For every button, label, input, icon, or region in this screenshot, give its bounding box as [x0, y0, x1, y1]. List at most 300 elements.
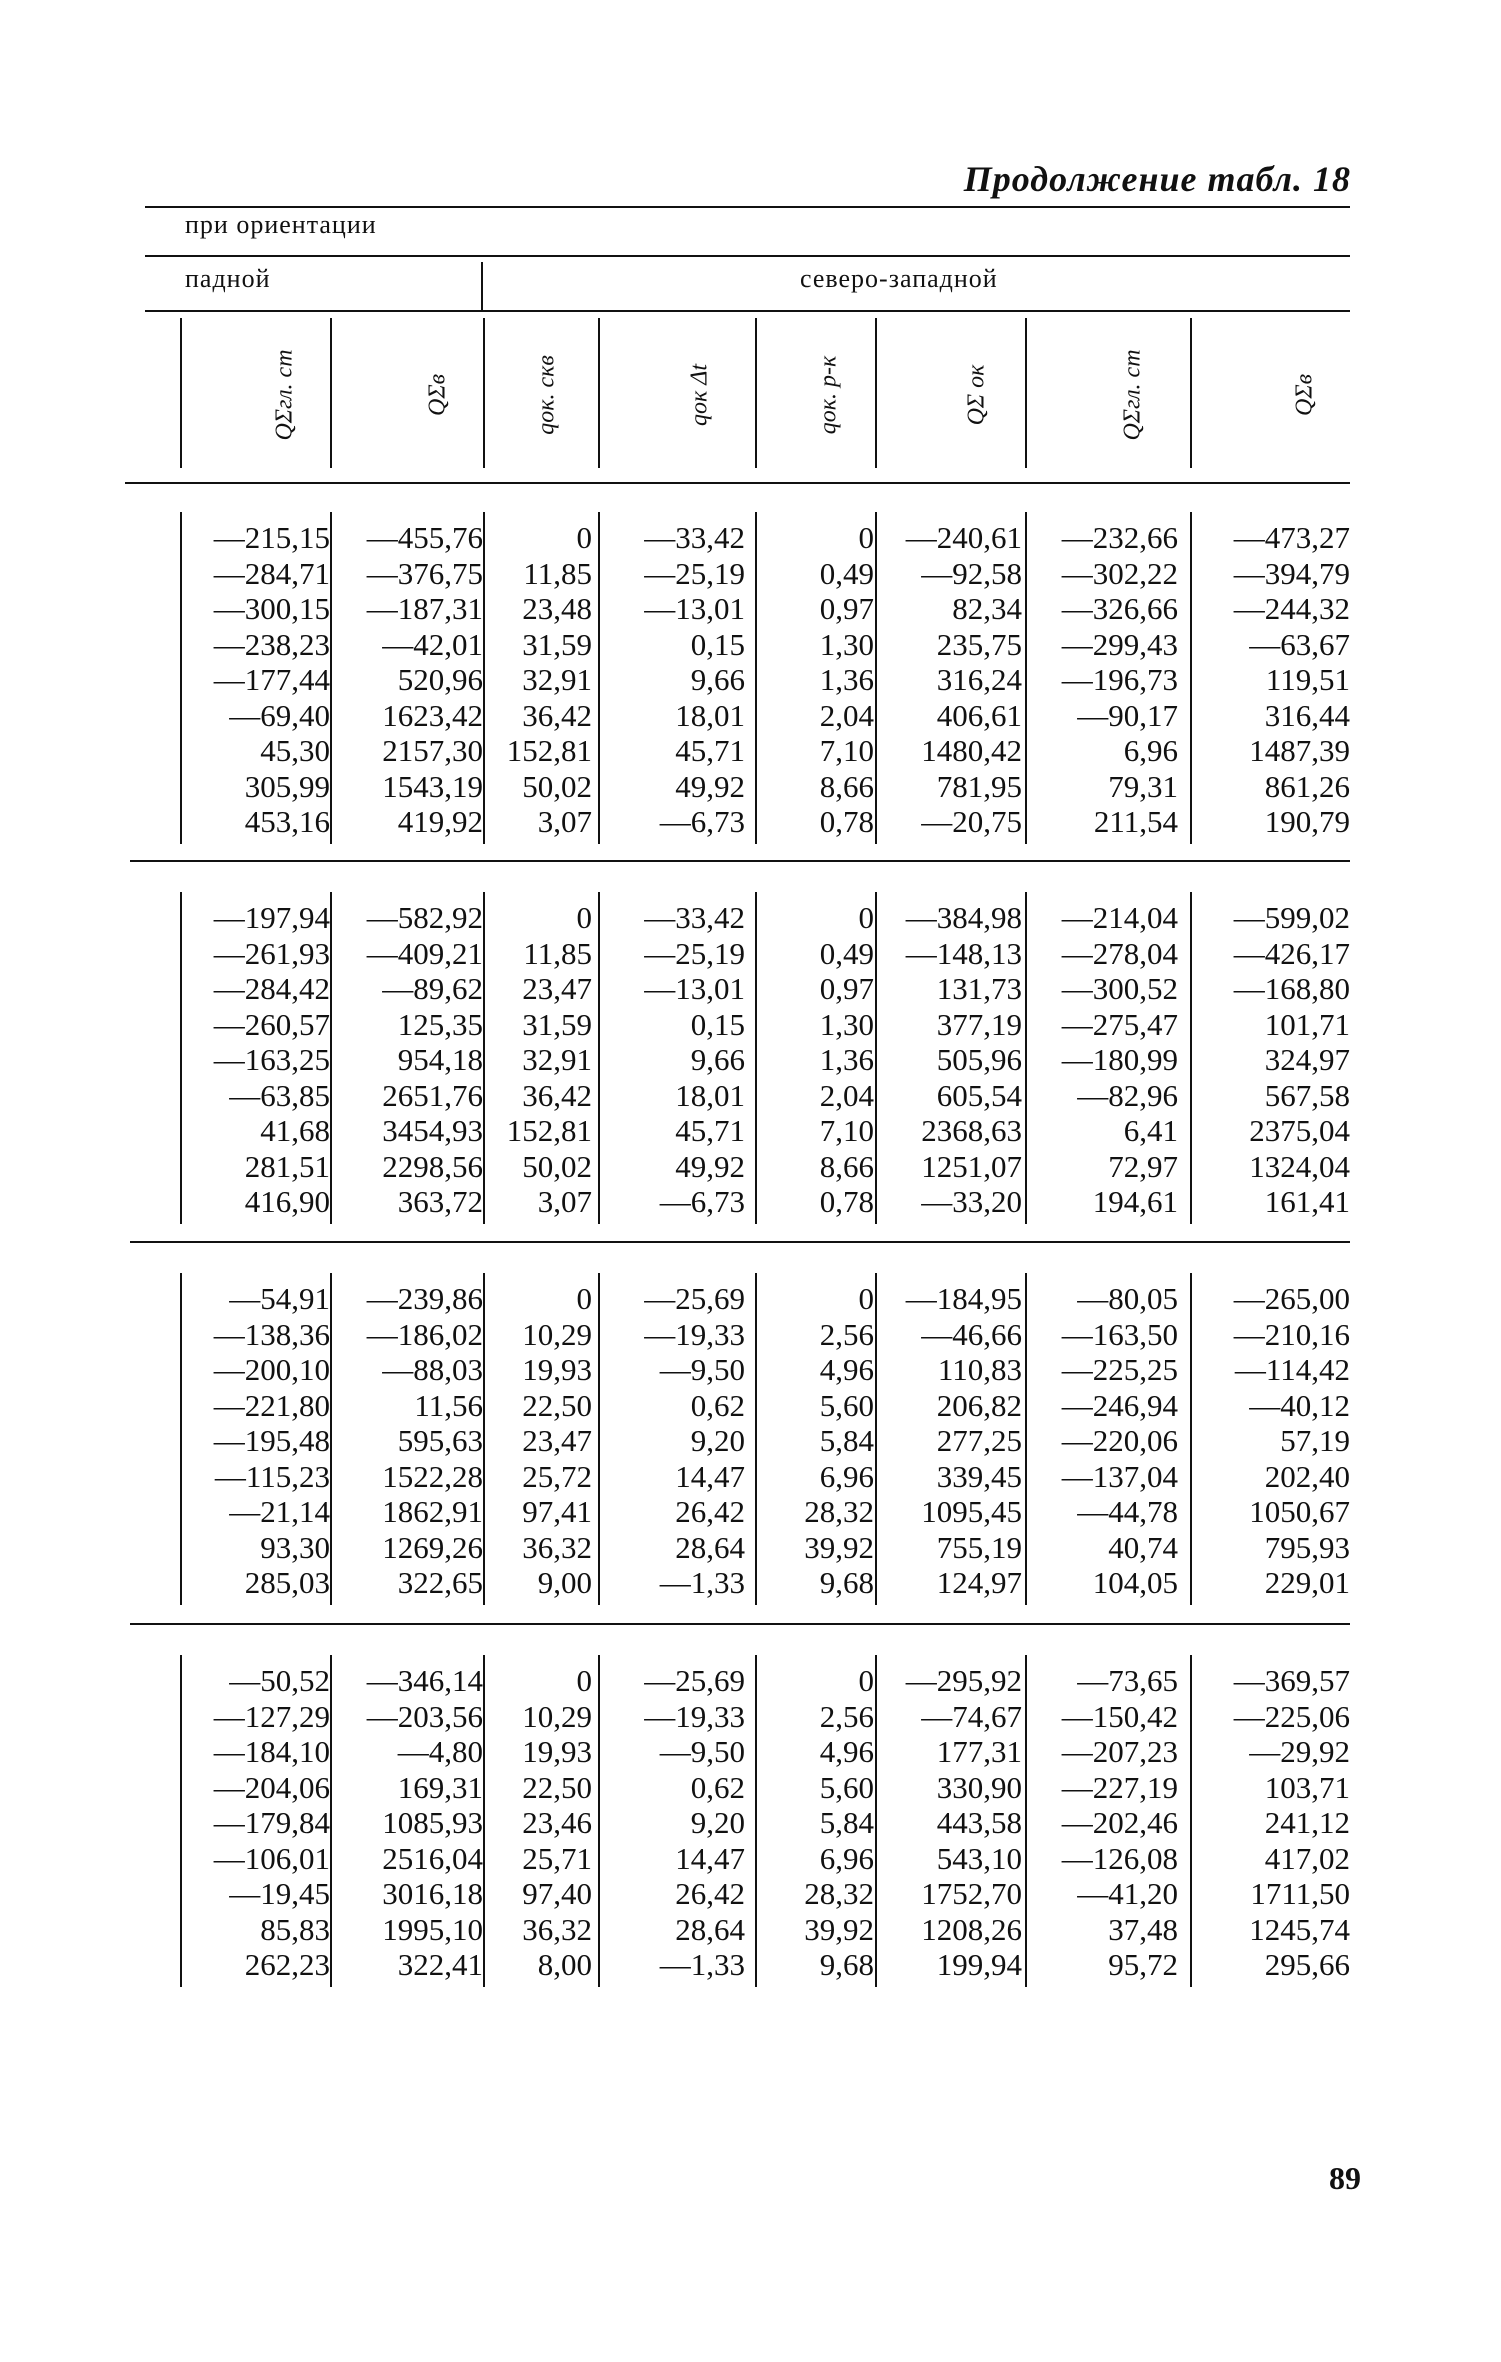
table-cell: 605,54	[936, 1077, 1022, 1113]
table-cell: 7,10	[819, 1113, 874, 1148]
table-cell: 211,54	[1093, 804, 1178, 839]
table-cell: 39,92	[804, 1911, 874, 1947]
table-cell: —207,23	[1061, 1734, 1178, 1769]
table-cell: 7,10	[819, 733, 874, 768]
data-column	[605, 1281, 745, 1601]
table-cell: —148,13	[905, 935, 1022, 971]
table-cell: —302,22	[1061, 555, 1178, 591]
header-rule	[125, 482, 1350, 484]
table-cell: 3,07	[537, 804, 592, 839]
table-cell: 103,71	[1264, 1769, 1350, 1805]
table-cell: 595,63	[397, 1423, 483, 1458]
table-cell: 543,10	[936, 1840, 1022, 1876]
table-cell: 206,82	[936, 1387, 1022, 1423]
table-cell: 36,42	[522, 1077, 592, 1113]
table-cell: 10,29	[522, 1316, 592, 1352]
data-column	[338, 520, 483, 840]
table-cell: 8,66	[819, 1148, 874, 1184]
data-column	[882, 1281, 1022, 1601]
table-cell: —46,66	[921, 1316, 1022, 1352]
table-cell: —73,65	[1077, 1663, 1178, 1698]
table-cell: 0	[858, 520, 874, 555]
table-cell: —115,23	[214, 1458, 330, 1494]
table-cell: —6,73	[659, 804, 745, 839]
block-rule	[130, 860, 1350, 862]
table-cell: 32,91	[522, 1042, 592, 1077]
table-cell: 110,83	[937, 1352, 1022, 1387]
table-cell: —90,17	[1077, 697, 1178, 733]
column-divider	[598, 1273, 600, 1605]
table-cell: 45,30	[260, 733, 330, 768]
table-cell: 1480,42	[921, 733, 1022, 768]
table-cell: 25,71	[522, 1840, 592, 1876]
table-cell: 11,85	[523, 935, 592, 971]
table-cell: 82,34	[952, 591, 1022, 626]
table-cell: 5,60	[819, 1769, 874, 1805]
header-divider	[180, 318, 182, 468]
table-cell: 1,30	[819, 626, 874, 662]
table-cell: 45,71	[675, 1113, 745, 1148]
table-cell: 23,48	[522, 591, 592, 626]
table-cell: 9,00	[537, 1565, 592, 1600]
table-cell: —54,91	[229, 1281, 330, 1316]
table-cell: —195,48	[213, 1423, 330, 1458]
table-cell: 28,64	[675, 1529, 745, 1565]
table-cell: 3016,18	[382, 1876, 483, 1911]
table-cell: 2368,63	[921, 1113, 1022, 1148]
data-column	[605, 900, 745, 1220]
column-header-2: QΣв	[424, 373, 451, 417]
data-column	[492, 520, 592, 840]
table-cell: 0	[858, 900, 874, 935]
column-divider	[483, 512, 485, 844]
table-cell: 1995,10	[382, 1911, 483, 1947]
data-column	[180, 1281, 330, 1601]
table-cell: 23,47	[522, 971, 592, 1006]
table-cell: 567,58	[1264, 1077, 1350, 1113]
data-column	[882, 900, 1022, 1220]
table-cell: 241,12	[1264, 1805, 1350, 1840]
table-cell: 281,51	[244, 1148, 330, 1184]
table-cell: 1623,42	[382, 697, 483, 733]
orientation-rule	[145, 255, 1350, 257]
table-cell: 95,72	[1108, 1947, 1178, 1982]
table-cell: 9,68	[819, 1565, 874, 1600]
table-cell: 2,56	[819, 1316, 874, 1352]
table-cell: 28,32	[804, 1876, 874, 1911]
table-cell: 0,78	[819, 1184, 874, 1219]
table-cell: 6,41	[1123, 1113, 1178, 1148]
table-cell: 9,66	[690, 662, 745, 697]
table-cell: 194,61	[1092, 1184, 1178, 1219]
table-cell: —455,76	[366, 520, 483, 555]
table-cell: 36,32	[522, 1529, 592, 1565]
table-cell: 4,96	[819, 1352, 874, 1387]
column-divider	[1025, 1273, 1027, 1605]
table-cell: 322,65	[397, 1565, 483, 1600]
table-cell: 1050,67	[1249, 1494, 1350, 1529]
table-cell: —220,06	[1061, 1423, 1178, 1458]
table-cell: 28,32	[804, 1494, 874, 1529]
table-cell: 1522,28	[382, 1458, 483, 1494]
table-cell: —9,50	[659, 1352, 745, 1387]
data-column	[754, 1281, 874, 1601]
column-divider	[483, 1655, 485, 1987]
table-cell: —210,16	[1233, 1316, 1350, 1352]
table-cell: —33,20	[921, 1184, 1022, 1219]
table-cell: —163,50	[1061, 1316, 1178, 1352]
table-cell: 2,56	[819, 1698, 874, 1734]
table-cell: 124,97	[936, 1565, 1022, 1600]
table-cell: 1251,07	[921, 1148, 1022, 1184]
table-cell: 377,19	[936, 1006, 1022, 1042]
table-cell: —426,17	[1233, 935, 1350, 971]
table-cell: 31,59	[522, 1006, 592, 1042]
table-cell: 1752,70	[921, 1876, 1022, 1911]
table-cell: 26,42	[675, 1876, 745, 1911]
table-cell: —203,56	[366, 1698, 483, 1734]
column-header-5: qок. р-к	[815, 355, 842, 435]
table-cell: 18,01	[675, 1077, 745, 1113]
data-column	[492, 900, 592, 1220]
table-cell: 295,66	[1264, 1947, 1350, 1982]
table-cell: 0,49	[819, 935, 874, 971]
table-cell: 22,50	[522, 1769, 592, 1805]
table-cell: —376,75	[366, 555, 483, 591]
table-cell: —114,42	[1234, 1352, 1350, 1387]
data-column	[754, 520, 874, 840]
table-cell: 2,04	[819, 697, 874, 733]
table-cell: —25,69	[644, 1281, 745, 1316]
header-divider	[875, 318, 877, 468]
table-cell: —177,44	[213, 662, 330, 697]
table-cell: —326,66	[1061, 591, 1178, 626]
header-divider	[1190, 318, 1192, 468]
column-header-1: QΣгл. ст	[271, 349, 298, 441]
table-cell: 119,51	[1265, 662, 1350, 697]
table-cell: —295,92	[905, 1663, 1022, 1698]
table-cell: 14,47	[675, 1458, 745, 1494]
column-divider	[330, 1273, 332, 1605]
table-cell: 277,25	[936, 1423, 1022, 1458]
table-cell: 9,66	[690, 1042, 745, 1077]
table-cell: —225,06	[1233, 1698, 1350, 1734]
table-cell: 28,64	[675, 1911, 745, 1947]
table-cell: —369,57	[1233, 1663, 1350, 1698]
table-caption: Продолжение табл. 18	[963, 159, 1351, 199]
table-cell: —20,75	[921, 804, 1022, 839]
table-cell: 781,95	[936, 768, 1022, 804]
table-cell: 14,47	[675, 1840, 745, 1876]
table-cell: 5,84	[819, 1423, 874, 1458]
column-header-3: qок. скв	[533, 355, 560, 435]
table-cell: 19,93	[522, 1734, 592, 1769]
table-cell: 19,93	[522, 1352, 592, 1387]
column-divider	[598, 892, 600, 1224]
table-cell: 26,42	[675, 1494, 745, 1529]
table-cell: —582,92	[366, 900, 483, 935]
data-column	[180, 520, 330, 840]
table-cell: —6,73	[659, 1184, 745, 1219]
table-cell: —137,04	[1061, 1458, 1178, 1494]
data-column	[180, 1663, 330, 1983]
table-cell: —69,40	[229, 697, 330, 733]
header-divider	[330, 318, 332, 468]
table-cell: —215,15	[213, 520, 330, 555]
table-cell: —168,80	[1233, 971, 1350, 1006]
table-cell: 85,83	[260, 1911, 330, 1947]
table-cell: 23,46	[522, 1805, 592, 1840]
table-cell: 316,24	[936, 662, 1022, 697]
table-cell: 419,92	[397, 804, 483, 839]
table-cell: 0,15	[690, 626, 745, 662]
table-cell: 131,73	[936, 971, 1022, 1006]
data-column	[180, 900, 330, 1220]
table-cell: 4,96	[819, 1734, 874, 1769]
table-cell: 97,41	[522, 1494, 592, 1529]
column-divider	[330, 512, 332, 844]
table-cell: —409,21	[366, 935, 483, 971]
table-cell: 954,18	[397, 1042, 483, 1077]
table-cell: —200,10	[213, 1352, 330, 1387]
table-cell: —89,62	[382, 971, 483, 1006]
column-divider	[1025, 1655, 1027, 1987]
table-cell: 169,31	[397, 1769, 483, 1805]
table-cell: 79,31	[1108, 768, 1178, 804]
table-cell: —1,33	[659, 1947, 745, 1982]
table-cell: 9,20	[690, 1805, 745, 1840]
table-cell: 2,04	[819, 1077, 874, 1113]
table-cell: —9,50	[659, 1734, 745, 1769]
column-divider	[483, 892, 485, 1224]
table-cell: —25,19	[644, 935, 745, 971]
column-divider	[483, 1273, 485, 1605]
table-cell: 2651,76	[382, 1077, 483, 1113]
table-cell: 453,16	[244, 804, 330, 839]
table-cell: —244,32	[1233, 591, 1350, 626]
table-cell: —197,94	[213, 900, 330, 935]
group-label-left: падной	[185, 264, 271, 293]
table-cell: 10,29	[522, 1698, 592, 1734]
table-cell: —50,52	[229, 1663, 330, 1698]
data-column	[338, 1663, 483, 1983]
table-cell: 322,41	[397, 1947, 483, 1982]
table-cell: 229,01	[1264, 1565, 1350, 1600]
column-header-4: qок Δt	[686, 364, 713, 426]
table-cell: —19,33	[644, 1316, 745, 1352]
table-cell: —44,78	[1077, 1494, 1178, 1529]
table-cell: 152,81	[506, 733, 592, 768]
table-cell: 0,49	[819, 555, 874, 591]
table-cell: —1,33	[659, 1565, 745, 1600]
column-header-7: QΣгл. ст	[1119, 349, 1146, 441]
table-cell: 0	[576, 1281, 592, 1316]
table-cell: 795,93	[1264, 1529, 1350, 1565]
data-column	[492, 1281, 592, 1601]
table-cell: —299,43	[1061, 626, 1178, 662]
table-cell: —196,73	[1061, 662, 1178, 697]
block-rule	[130, 1241, 1350, 1243]
table-cell: 416,90	[244, 1184, 330, 1219]
table-cell: 57,19	[1280, 1423, 1350, 1458]
table-cell: 36,32	[522, 1911, 592, 1947]
table-cell: —19,45	[229, 1876, 330, 1911]
table-cell: 39,92	[804, 1529, 874, 1565]
table-cell: —63,85	[229, 1077, 330, 1113]
column-divider	[1025, 892, 1027, 1224]
table-cell: —261,93	[213, 935, 330, 971]
table-cell: 505,96	[936, 1042, 1022, 1077]
table-cell: 1,36	[819, 1042, 874, 1077]
group-rule	[145, 310, 1350, 312]
table-cell: 1208,26	[921, 1911, 1022, 1947]
table-cell: 6,96	[819, 1840, 874, 1876]
table-cell: 104,05	[1092, 1565, 1178, 1600]
table-cell: 49,92	[675, 1148, 745, 1184]
table-cell: 152,81	[506, 1113, 592, 1148]
data-column	[338, 1281, 483, 1601]
table-cell: 161,41	[1264, 1184, 1350, 1219]
table-cell: 443,58	[936, 1805, 1022, 1840]
table-cell: 363,72	[397, 1184, 483, 1219]
data-column	[1033, 900, 1178, 1220]
table-cell: 125,35	[397, 1006, 483, 1042]
table-cell: 23,47	[522, 1423, 592, 1458]
header-divider	[483, 318, 485, 468]
table-cell: 0	[576, 520, 592, 555]
table-cell: 417,02	[1264, 1840, 1350, 1876]
block-rule	[130, 1623, 1350, 1625]
table-cell: —204,06	[213, 1769, 330, 1805]
table-cell: 2298,56	[382, 1148, 483, 1184]
table-cell: 2157,30	[382, 733, 483, 768]
table-cell: —41,20	[1077, 1876, 1178, 1911]
top-rule	[145, 206, 1350, 208]
column-divider	[598, 512, 600, 844]
table-cell: —74,67	[921, 1698, 1022, 1734]
table-cell: 36,42	[522, 697, 592, 733]
table-cell: 40,74	[1108, 1529, 1178, 1565]
data-column	[338, 900, 483, 1220]
data-column	[882, 1663, 1022, 1983]
table-cell: 9,68	[819, 1947, 874, 1982]
table-cell: —187,31	[366, 591, 483, 626]
table-cell: —180,99	[1061, 1042, 1178, 1077]
table-cell: 1487,39	[1249, 733, 1350, 768]
table-cell: 1269,26	[382, 1529, 483, 1565]
table-cell: —300,15	[213, 591, 330, 626]
table-cell: —19,33	[644, 1698, 745, 1734]
table-cell: 2375,04	[1249, 1113, 1350, 1148]
data-column	[754, 1663, 874, 1983]
table-cell: —275,47	[1061, 1006, 1178, 1042]
table-cell: 316,44	[1264, 697, 1350, 733]
table-cell: 262,23	[244, 1947, 330, 1982]
data-column	[882, 520, 1022, 840]
orientation-label: при ориентации	[185, 210, 377, 239]
table-cell: 0,62	[690, 1387, 745, 1423]
table-cell: —384,98	[905, 900, 1022, 935]
table-cell: —138,36	[213, 1316, 330, 1352]
table-cell: —4,80	[397, 1734, 483, 1769]
table-cell: 1,30	[819, 1006, 874, 1042]
table-cell: —126,08	[1061, 1840, 1178, 1876]
column-divider	[598, 1655, 600, 1987]
column-divider	[330, 1655, 332, 1987]
column-divider	[875, 892, 877, 1224]
data-column	[1033, 520, 1178, 840]
data-column	[1190, 1281, 1350, 1601]
table-cell: 101,71	[1264, 1006, 1350, 1042]
table-cell: —473,27	[1233, 520, 1350, 555]
table-cell: 199,94	[936, 1947, 1022, 1982]
table-cell: —239,86	[366, 1281, 483, 1316]
table-cell: 177,31	[936, 1734, 1022, 1769]
table-cell: —225,25	[1061, 1352, 1178, 1387]
table-cell: 0,15	[690, 1006, 745, 1042]
table-cell: 0,78	[819, 804, 874, 839]
table-cell: 11,56	[414, 1387, 483, 1423]
header-divider	[1025, 318, 1027, 468]
table-cell: 520,96	[397, 662, 483, 697]
table-cell: —394,79	[1233, 555, 1350, 591]
table-cell: —92,58	[921, 555, 1022, 591]
table-cell: —284,42	[213, 971, 330, 1006]
table-cell: —106,01	[213, 1840, 330, 1876]
table-cell: —33,42	[644, 520, 745, 555]
table-cell: —238,23	[213, 626, 330, 662]
table-cell: —265,00	[1233, 1281, 1350, 1316]
table-cell: 41,68	[260, 1113, 330, 1148]
table-cell: 1095,45	[921, 1494, 1022, 1529]
data-column	[754, 900, 874, 1220]
table-cell: —214,04	[1061, 900, 1178, 935]
table-cell: —184,95	[905, 1281, 1022, 1316]
data-column	[605, 520, 745, 840]
table-cell: 97,40	[522, 1876, 592, 1911]
table-cell: 3454,93	[382, 1113, 483, 1148]
table-cell: 5,60	[819, 1387, 874, 1423]
table-cell: 0	[858, 1281, 874, 1316]
table-cell: 6,96	[819, 1458, 874, 1494]
column-divider	[330, 892, 332, 1224]
table-cell: 1,36	[819, 662, 874, 697]
table-cell: 93,30	[260, 1529, 330, 1565]
table-cell: —150,42	[1061, 1698, 1178, 1734]
table-cell: 49,92	[675, 768, 745, 804]
table-cell: —346,14	[366, 1663, 483, 1698]
table-cell: 1543,19	[382, 768, 483, 804]
table-cell: 8,00	[537, 1947, 592, 1982]
table-cell: —186,02	[366, 1316, 483, 1352]
table-cell: —25,19	[644, 555, 745, 591]
data-column	[492, 1663, 592, 1983]
table-cell: —227,19	[1061, 1769, 1178, 1805]
table-cell: 202,40	[1264, 1458, 1350, 1494]
table-cell: —184,10	[213, 1734, 330, 1769]
table-cell: —300,52	[1061, 971, 1178, 1006]
table-cell: 31,59	[522, 626, 592, 662]
table-cell: —33,42	[644, 900, 745, 935]
column-divider	[875, 1655, 877, 1987]
table-cell: 2516,04	[382, 1840, 483, 1876]
table-cell: —13,01	[644, 971, 745, 1006]
column-divider	[875, 512, 877, 844]
table-cell: —63,67	[1249, 626, 1350, 662]
table-cell: 190,79	[1264, 804, 1350, 839]
table-cell: 18,01	[675, 697, 745, 733]
table-cell: 1324,04	[1249, 1148, 1350, 1184]
